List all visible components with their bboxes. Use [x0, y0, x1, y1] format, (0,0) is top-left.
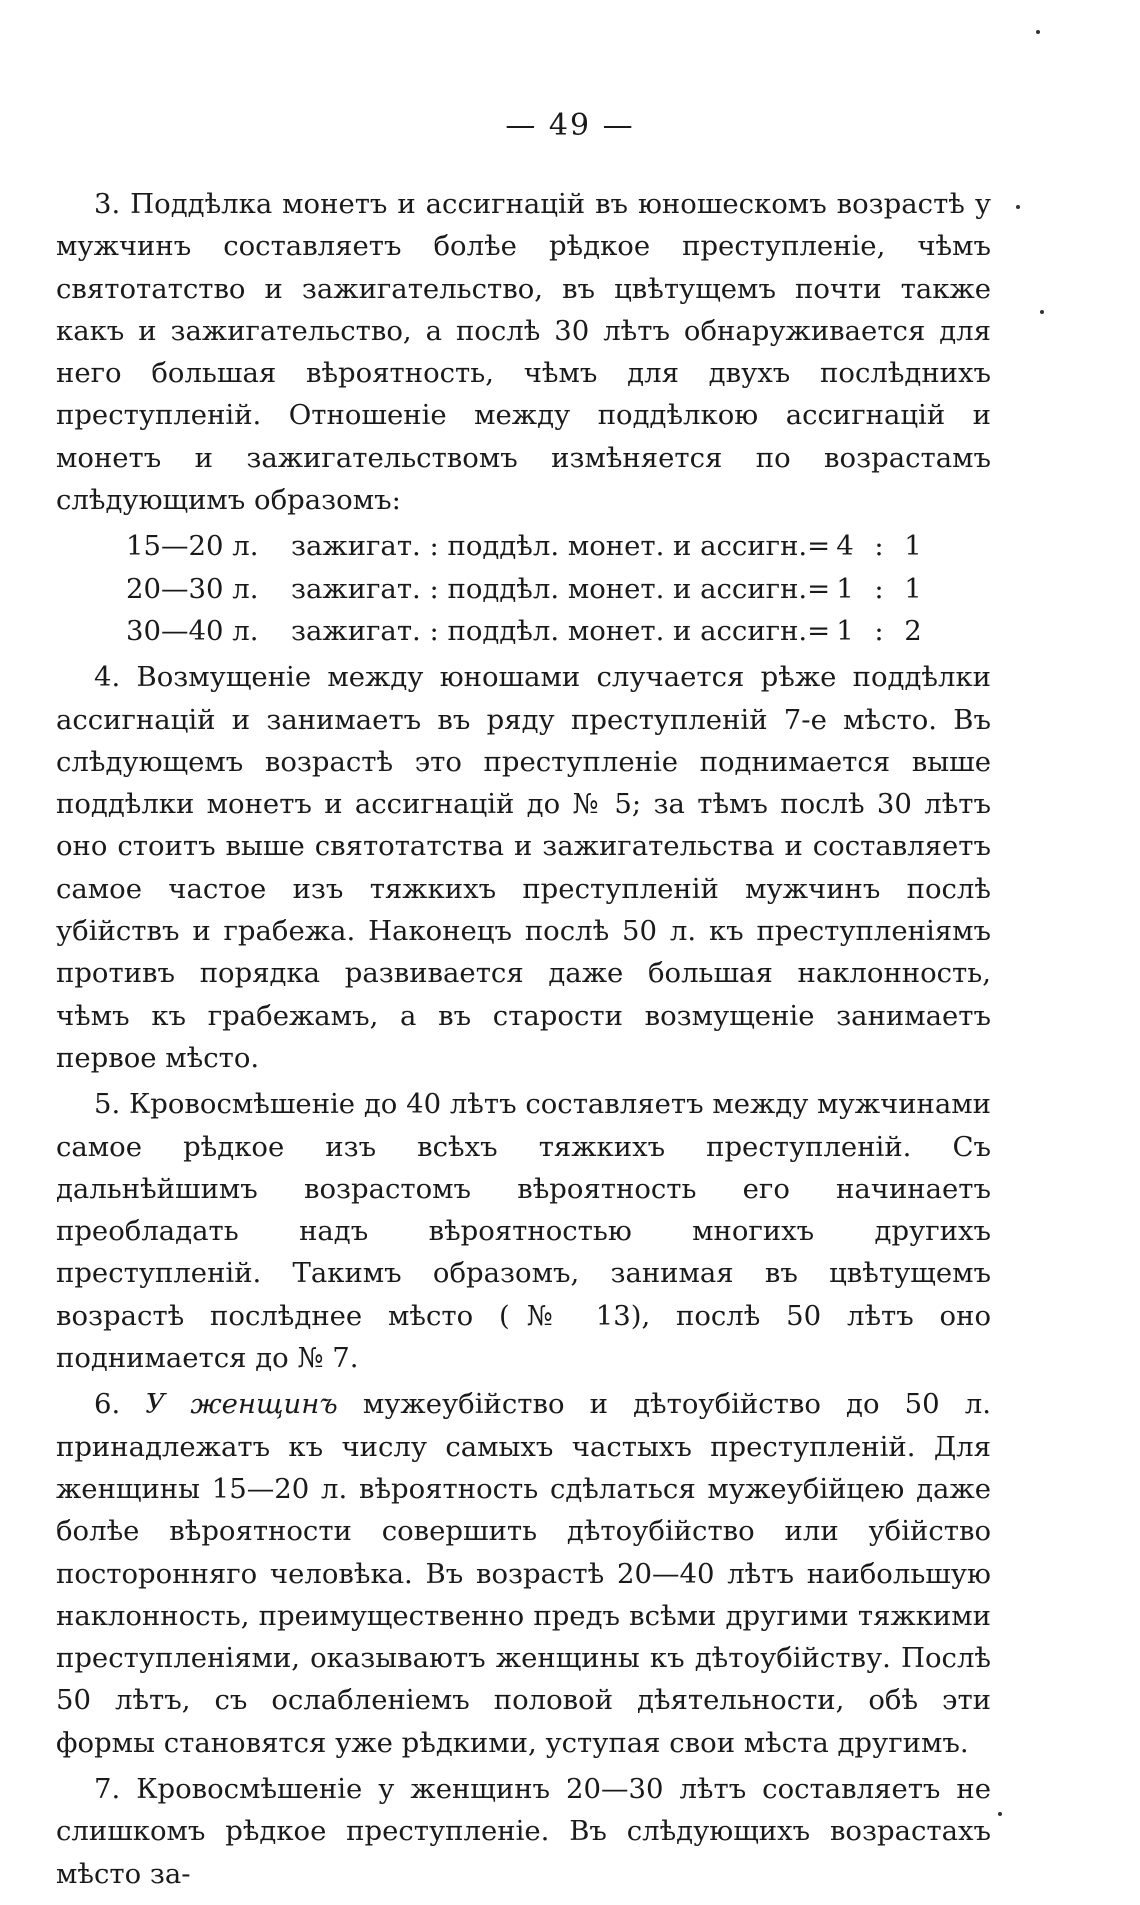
- paragraph-6-body: мужеубійство и дѣтоубійство до 50 л. принадлежатъ къ числу самыхъ частыхъ преступленій. Для женщины 15—20 л. вѣроятность сдѣлаться мужеубійцею даже болѣе вѣроятности совершить дѣтоубійство или убійство посторонняго человѣка. Въ возрастѣ 20—40 лѣтъ наибольшую наклонность, преимущественно предъ всѣми другими тяжкими преступленіями, оказываютъ женщины къ дѣтоубійству. Послѣ 50 лѣтъ, съ ослабленіемъ половой дѣятельности, обѣ эти формы становятся уже рѣдкими, уступая свои мѣста другимъ.: [56, 1388, 991, 1759]
- ratio-separator: :: [874, 572, 884, 605]
- scan-speck: [998, 1812, 1002, 1816]
- ratio-age: 20—30 л.: [126, 572, 259, 605]
- ratio-separator: :: [874, 614, 884, 647]
- paragraph-6-italic-heading: У женщинъ: [145, 1388, 338, 1421]
- ratio-description: зажигат. : поддѣл. монет. и ассигн.=: [291, 614, 831, 647]
- ratio-left-value: 1: [836, 572, 854, 605]
- ratio-table: [126, 525, 927, 652]
- ratio-row: [126, 610, 927, 652]
- ratio-description: зажигат. : поддѣл. монет. и ассигн.=: [291, 572, 831, 605]
- page-body: [56, 183, 991, 1899]
- paragraph-6-lead: 6.: [94, 1388, 146, 1421]
- ratio-age: 30—40 л.: [126, 614, 259, 647]
- paragraph-3: 3. Поддѣлка монетъ и ассигнацій въ юношескомъ возрастѣ у мужчинъ составляетъ болѣе рѣдкое преступленіе, чѣмъ святотатство и зажигательство, въ цвѣтущемъ почти также какъ и зажигательство, а послѣ 30 лѣтъ обнаруживается для него большая вѣроятность, чѣмъ для двухъ послѣднихъ преступленій. Отношеніе между поддѣлкою ассигнацій и монетъ и зажигательствомъ измѣняется по возрастамъ слѣдующимъ образомъ:: [56, 188, 991, 517]
- ratio-right-value: 1: [904, 572, 922, 605]
- page-number: — 49 —: [505, 108, 635, 143]
- paragraph-6: [56, 1383, 991, 1764]
- ratio-description: зажигат. : поддѣл. монет. и ассигн.=: [291, 530, 831, 563]
- ratio-separator: :: [874, 530, 884, 563]
- ratio-row: [126, 568, 927, 610]
- scan-speck: [1016, 205, 1020, 209]
- paragraph-4: 4. Возмущеніе между юношами случается рѣже поддѣлки ассигнацій и занимаетъ въ ряду преступленій 7-е мѣсто. Въ слѣдующемъ возрастѣ это преступленіе поднимается выше поддѣлки монетъ и ассигнацій до № 5; за тѣмъ послѣ 30 лѣтъ оно стоитъ выше святотатства и зажигательства и составляетъ самое частое изъ тяжкихъ преступленій мужчинъ послѣ убійствъ и грабежа. Наконецъ послѣ 50 л. къ преступленіямъ противъ порядка развивается даже большая наклонность, чѣмъ къ грабежамъ, а въ старости возмущеніе занимаетъ первое мѣсто.: [56, 661, 991, 1074]
- paragraph-5: 5. Кровосмѣшеніе до 40 лѣтъ составляетъ между мужчинами самое рѣдкое изъ всѣхъ тяжкихъ преступленій. Съ дальнѣйшимъ возрастомъ вѣроятность его начинаетъ преобладать надъ вѣроятностью многихъ другихъ преступленій. Такимъ образомъ, занимая въ цвѣтущемъ возрастѣ послѣднее мѣсто (№ 13), послѣ 50 лѣтъ оно поднимается до № 7.: [56, 1088, 991, 1375]
- ratio-right-value: 1: [904, 530, 922, 563]
- ratio-age: 15—20 л.: [126, 530, 259, 563]
- scan-speck: [1036, 30, 1040, 34]
- ratio-row: [126, 525, 927, 567]
- ratio-right-value: 2: [904, 614, 922, 647]
- ratio-left-value: 4: [836, 530, 854, 563]
- scan-speck: [1040, 310, 1044, 314]
- ratio-left-value: 1: [836, 614, 854, 647]
- paragraph-7: 7. Кровосмѣшеніе у женщинъ 20—30 лѣтъ составляетъ не слишкомъ рѣдкое преступленіе. Въ слѣдующихъ возрастахъ мѣсто за-: [56, 1772, 991, 1890]
